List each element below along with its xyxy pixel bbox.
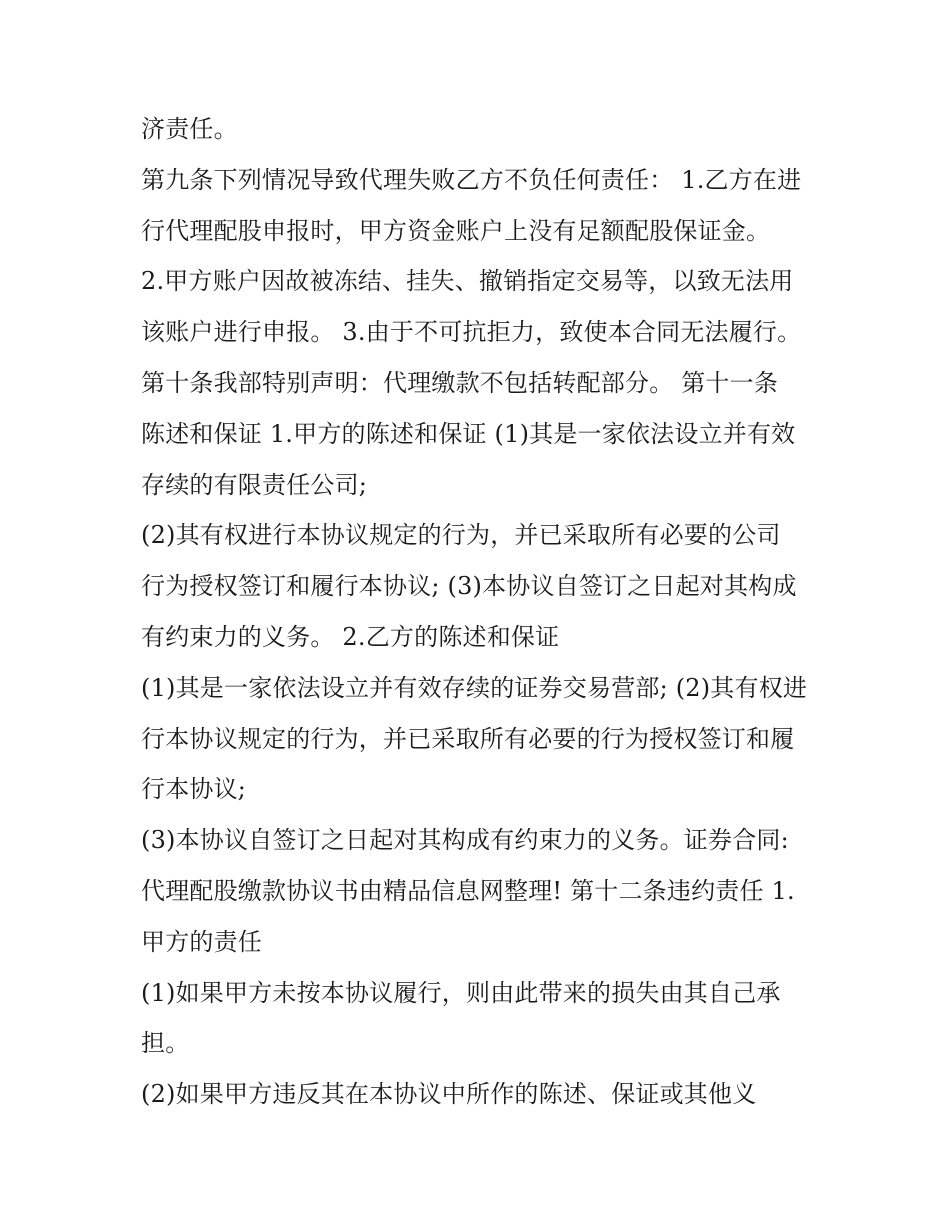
text-line: 行代理配股申报时，甲方资金账户上没有足额配股保证金。	[141, 216, 771, 245]
text-line: (1)其是一家依法设立并有效存续的证券交易营部; (2)其有权进	[141, 673, 808, 702]
text-line: 第十条我部特别声明：代理缴款不包括转配部分。 第十一条	[141, 368, 779, 397]
text-line: 该账户进行申报。 3.由于不可抗拒力，致使本合同无法履行。	[141, 318, 802, 347]
text-line: 担。	[141, 1029, 190, 1058]
text-line: (2)如果甲方违反其在本协议中所作的陈述、保证或其他义	[141, 1080, 757, 1109]
text-line: 行为授权签订和履行本协议; (3)本协议自签订之日起对其构成	[141, 572, 797, 601]
text-line: 济责任。	[141, 115, 238, 143]
text-line: 代理配股缴款协议书由精品信息网整理! 第十二条违约责任 1.	[141, 876, 795, 905]
text-line: 存续的有限责任公司;	[141, 470, 368, 499]
text-line: (3)本协议自签订之日起对其构成有约束力的义务。证券合同:	[141, 826, 789, 855]
text-line: (2)其有权进行本协议规定的行为，并已采取所有必要的公司	[141, 521, 781, 550]
text-line: 有约束力的义务。 2.乙方的陈述和保证	[141, 622, 560, 651]
text-line: 行本协议规定的行为，并已采取所有必要的行为授权签订和履	[141, 724, 795, 753]
text-line: 陈述和保证 1.甲方的陈述和保证 (1)其是一家依法设立并有效	[141, 419, 796, 448]
document-body	[141, 104, 831, 1120]
text-line: 甲方的责任	[141, 927, 262, 956]
text-line: (1)如果甲方未按本协议履行，则由此带来的损失由其自己承	[141, 978, 781, 1007]
text-line: 行本协议;	[141, 775, 247, 804]
text-line: 第九条下列情况导致代理失败乙方不负任何责任： 1.乙方在进	[141, 165, 802, 194]
text-line: 2.甲方账户因故被冻结、挂失、撤销指定交易等，以致无法用	[141, 267, 794, 296]
